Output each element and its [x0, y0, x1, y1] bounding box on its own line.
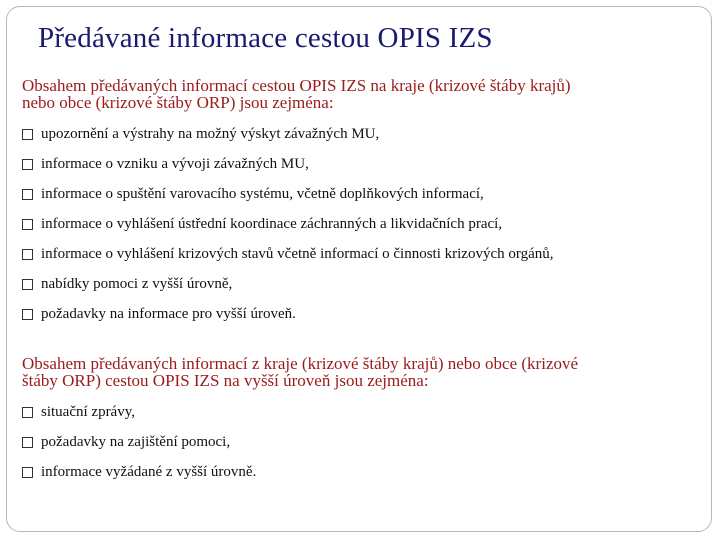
checkbox-bullet-icon: [22, 189, 33, 200]
item-text: informace o spuštění varovacího systému, včetně doplňkových informací,: [41, 185, 484, 202]
section1-list-item: [22, 185, 553, 203]
section2-intro-line1: Obsahem předávaných informací z kraje (krizové štáby krajů) nebo obce (krizové: [22, 354, 579, 373]
section2-list-item: [22, 433, 256, 451]
item-text: informace o vyhlášení ústřední koordinace záchranných a likvidačních prací,: [41, 215, 503, 232]
section2-intro-line2: štáby ORP) cestou OPIS IZS na vyšší úroveň jsou zejména:: [22, 371, 429, 390]
section2-list-item: [22, 403, 256, 421]
item-text: požadavky na zajištění pomoci,: [41, 433, 231, 450]
slide-title: Předávané informace cestou OPIS IZS: [38, 22, 493, 54]
item-text: informace o vzniku a vývoji závažných MU,: [41, 155, 309, 172]
checkbox-bullet-icon: [22, 279, 33, 290]
checkbox-bullet-icon: [22, 309, 33, 320]
checkbox-bullet-icon: [22, 219, 33, 230]
section1-intro-line1: Obsahem předávaných informací cestou OPIS IZS na kraje (krizové štáby krajů): [22, 76, 571, 95]
item-text: informace o vyhlášení krizových stavů včetně informací o činnosti krizových orgánů,: [41, 245, 554, 262]
section1-list-item: [22, 155, 553, 173]
item-text: situační zprávy,: [41, 403, 135, 420]
checkbox-bullet-icon: [22, 249, 33, 260]
item-text: požadavky na informace pro vyšší úroveň.: [41, 305, 296, 322]
section2-list-item: [22, 463, 256, 481]
section1-list-item: [22, 125, 553, 143]
checkbox-bullet-icon: [22, 407, 33, 418]
item-text: nabídky pomoci z vyšší úrovně,: [41, 275, 233, 292]
section2-intro: [22, 355, 692, 389]
section1-list: [22, 125, 553, 335]
section1-list-item: [22, 275, 553, 293]
section2-list: [22, 403, 256, 493]
checkbox-bullet-icon: [22, 467, 33, 478]
section1-list-item: [22, 245, 553, 263]
checkbox-bullet-icon: [22, 437, 33, 448]
item-text: informace vyžádané z vyšší úrovně.: [41, 463, 257, 480]
checkbox-bullet-icon: [22, 129, 33, 140]
section1-intro: [22, 77, 692, 111]
section1-list-item: [22, 305, 553, 323]
section1-list-item: [22, 215, 553, 233]
checkbox-bullet-icon: [22, 159, 33, 170]
item-text: upozornění a výstrahy na možný výskyt závažných MU,: [41, 125, 380, 142]
section1-intro-line2: nebo obce (krizové štáby ORP) jsou zejména:: [22, 93, 334, 112]
